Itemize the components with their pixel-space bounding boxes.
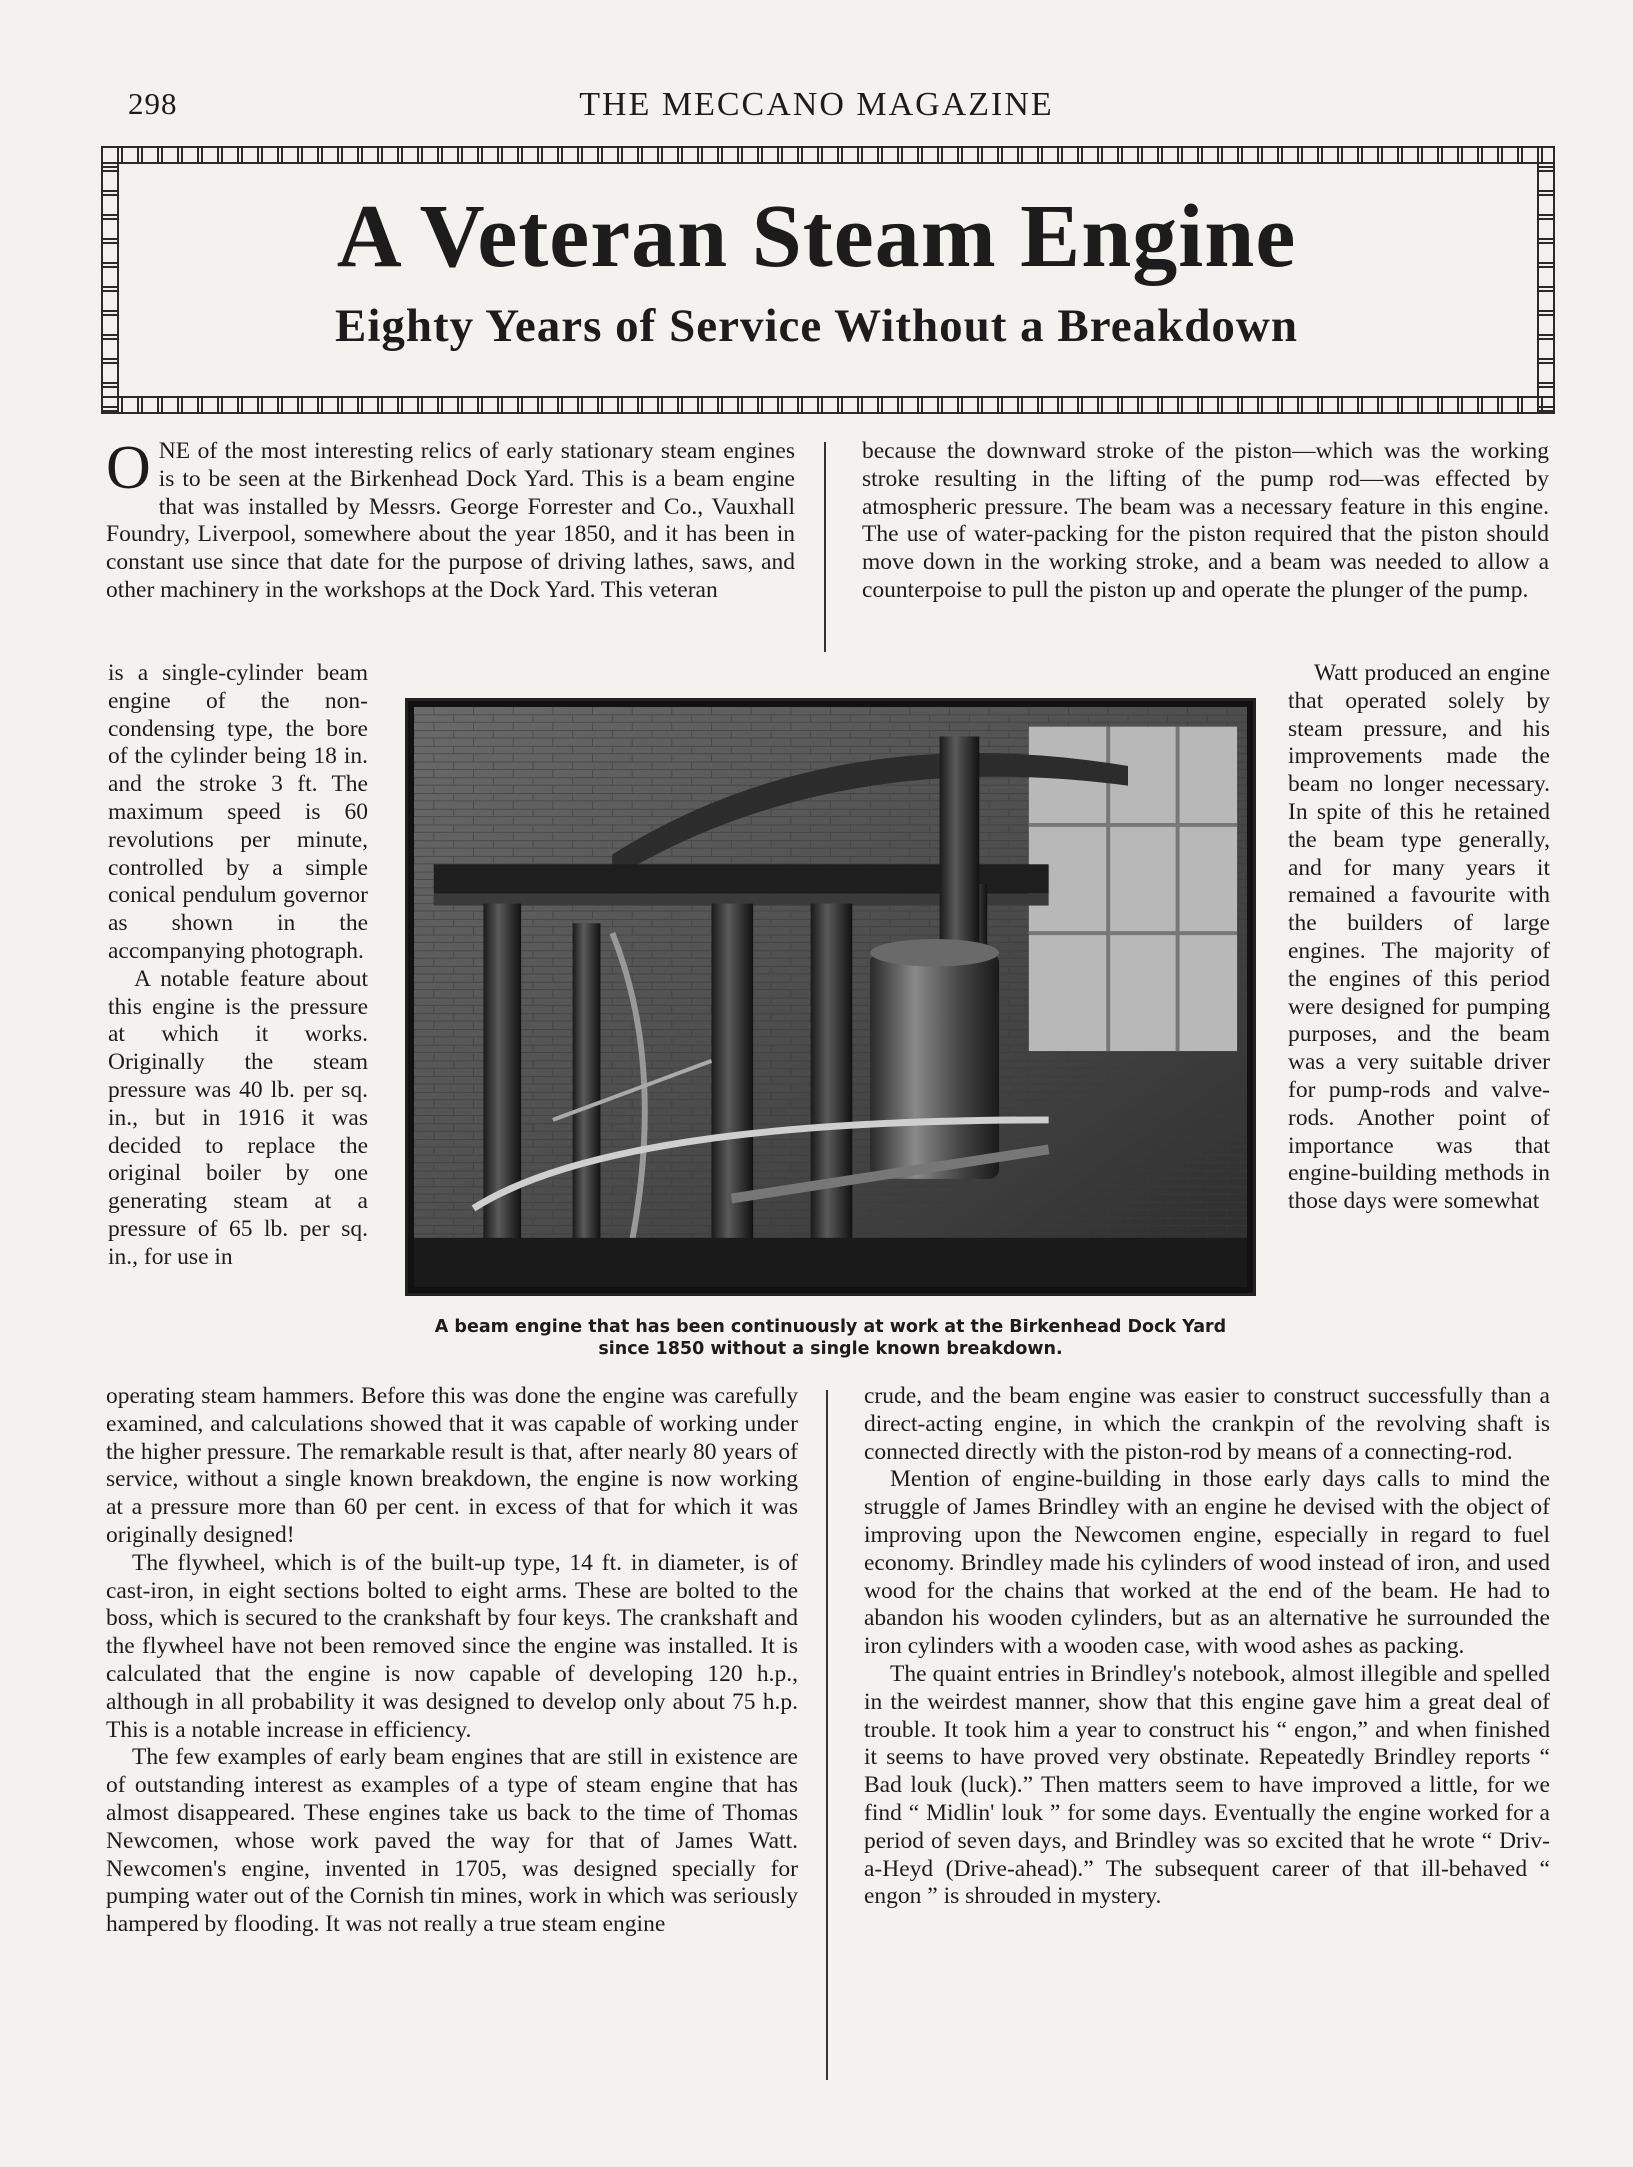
dropcap: O [106, 434, 151, 502]
beam-engine-illustration [414, 707, 1247, 1287]
photo-caption [405, 1316, 1256, 1360]
left-column-top [106, 434, 795, 605]
page-number: 298 [128, 86, 178, 121]
paragraph: operating steam hammers. Before this was done the engine was carefully examined, and calculations showed that it was capable of working under the higher pressure. The remarkable result is that, after nearly 80 years of service, without a single known breakdown, the engine is now working at a pressure more than 60 per cent. in excess of that for which it was originally designed! [106, 1383, 798, 1548]
beam-engine-photo [405, 698, 1256, 1296]
right-column-narrow [1288, 660, 1550, 1216]
article-title: A Veteran Steam Engine [336, 187, 1297, 286]
caption-line: since 1850 without a single known breakdown. [598, 1339, 1063, 1359]
right-column-top [862, 438, 1549, 605]
paragraph: because the downward stroke of the piston—which was the working stroke resulting in the lifting of the pump rod—was effected by atmospheric pressure. The beam was a necessary feature in this engine. The use of water-packing for the piston required that the piston should move down in the working stroke, and a beam was needed to allow a counterpoise to pull the piston up and operate the plunger of the pump. [862, 438, 1549, 603]
paragraph: The few examples of early beam engines that are still in existence are of outstanding interest as examples of a type of steam engine that has almost disappeared. These engines take us back to the time of Thomas Newcomen, whose work paved the way for that of James Watt. Newcomen's engine, invented in 1705, was designed specially for pumping water out of the Cornish tin mines, work in which was seriously hampered by flooding. It was not really a true steam engine [106, 1744, 798, 1938]
article-subtitle: Eighty Years of Service Without a Breakdown [334, 300, 1298, 352]
paragraph: The quaint entries in Brindley's notebook, almost illegible and spelled in the weirdest manner, show that this engine gave him a great deal of trouble. It took him a year to construct his “ engon,” and when finished it seems to have proved very obstinate. Repeatedly Brindley reports “ Bad louk (luck).” Then matters seem to have improved a little, for we find “ Midlin' louk ” for some days. Eventually the engine worked for a period of seven days, and Brindley was so excited that he wrote “ Driv-a-Heyd (Drive-ahead).” The subsequent career of that ill-behaved “ engon ” is shrouded in mystery. [864, 1660, 1550, 1910]
left-column-narrow [108, 660, 368, 1272]
paragraph: A notable feature about this engine is the pressure at which it works. Originally the steam pressure was 40 lb. per sq. in., but in 1916 it was decided to replace the original boiler by one generating steam at a pressure of 65 lb. per sq. in., for use in [108, 965, 368, 1270]
paragraph: crude, and the beam engine was easier to construct successfully than a direct-acting engine, in which the crankpin of the revolving shaft is connected directly with the piston-rod by means of a connecting-rod. [864, 1383, 1550, 1465]
paragraph-intro: NE of the most interesting relics of early stationary steam engines is to be seen at the Birkenhead Dock Yard. This is a beam engine that was installed by Messrs. George Forrester and Co., Vauxhall Foundry, Liverpool, somewhere about the year 1850, and it has been in constant use since that date for the purpose of driving lathes, saws, and other machinery in the workshops at the Dock Yard. This veteran [106, 438, 795, 603]
paragraph: is a single-cylinder beam engine of the non-condensing type, the bore of the cylinder being 18 in. and the stroke 3 ft. The maximum speed is 60 revolutions per minute, controlled by a simple conical pendulum governor as shown in the accompanying photograph. [108, 660, 368, 964]
magazine-title: THE MECCANO MAGAZINE [579, 86, 1054, 123]
column-rule-top [824, 442, 826, 652]
paragraph: Watt produced an engine that operated solely by steam pressure, and his improvements made the beam no longer necessary. In spite of this he retained the beam type generally, and for many years it remained a favourite with the builders of large engines. The majority of the engines of this period were designed for pumping purposes, and the beam was a very suitable driver for pump-rods and valve-rods. Another point of importance was that engine-building methods in those days were somewhat [1288, 660, 1550, 1215]
paragraph: Mention of engine-building in those early days calls to mind the struggle of James Brindley with an engine he devised with the object of improving upon the Newcomen engine, especially in regard to fuel economy. Brindley made his cylinders of wood instead of iron, and used wood for the chains that worked at the end of the beam. He had to abandon his wooden cylinders, but as an alternative he surrounded the iron cylinders with a wooden case, with wood ashes as packing. [864, 1466, 1550, 1660]
paragraph: The flywheel, which is of the built-up type, 14 ft. in diameter, is of cast-iron, in eight sections bolted to eight arms. These are bolted to the boss, which is secured to the crankshaft by four keys. The crankshaft and the flywheel have not been removed since the engine was installed. It is calculated that the engine is now capable of developing 120 h.p., although in all probability it was designed to develop only about 75 h.p. This is a notable increase in efficiency. [106, 1549, 798, 1743]
column-rule-bottom [826, 1390, 828, 2080]
right-column-bottom [864, 1383, 1550, 1911]
caption-line: A beam engine that has been continuously at work at the Birkenhead Dock Yard [434, 1317, 1227, 1337]
left-column-bottom [106, 1383, 798, 1939]
